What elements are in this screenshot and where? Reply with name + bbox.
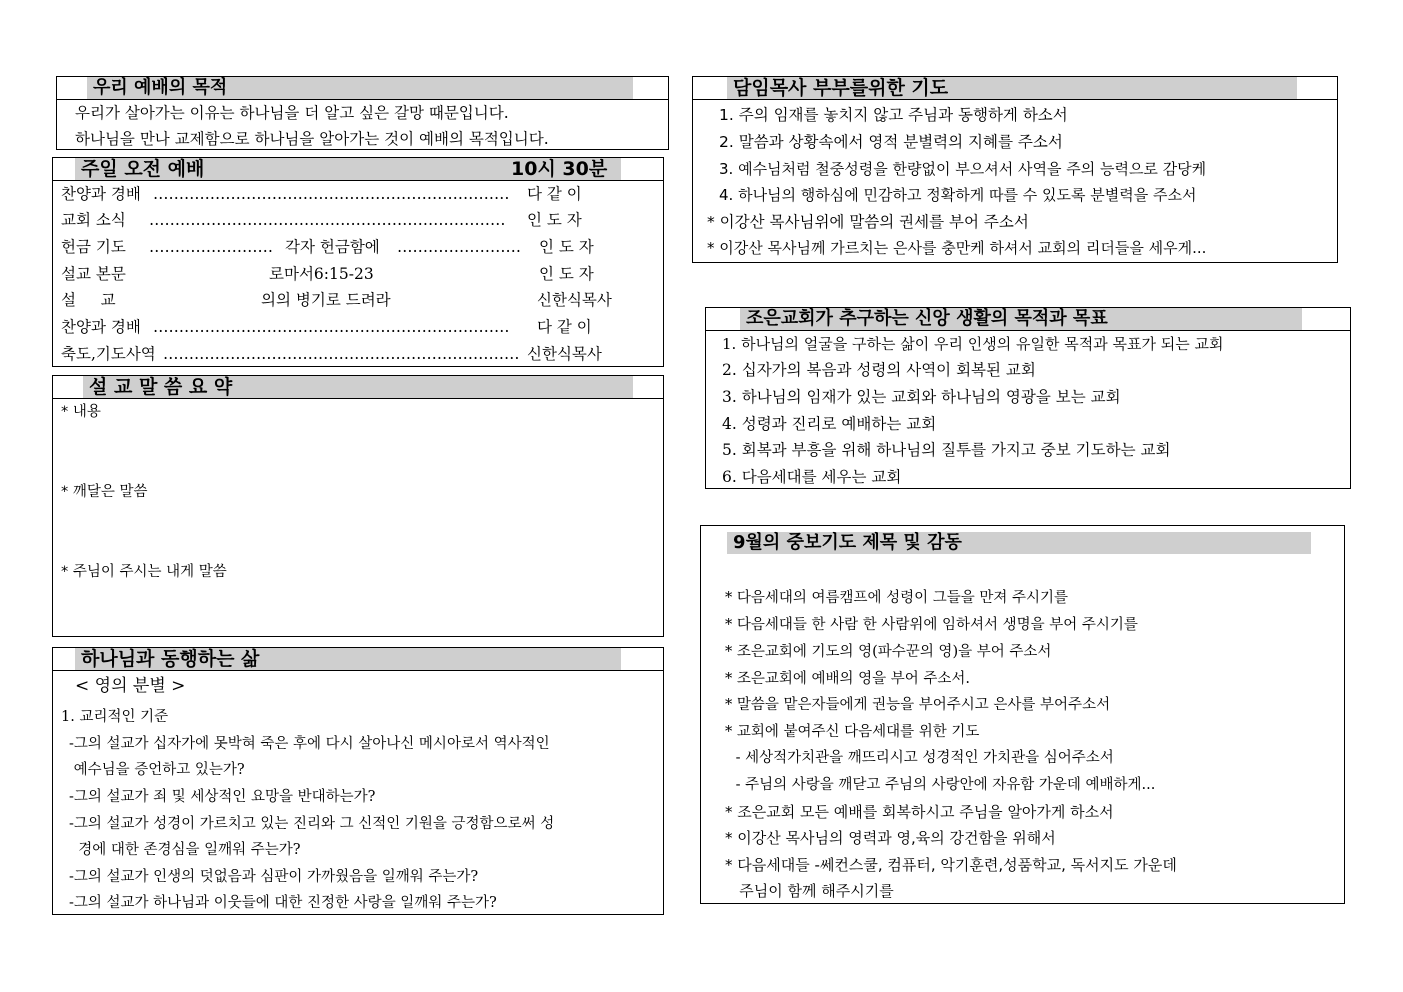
- intercession-line: 주님이 함께 해주시기를: [725, 882, 894, 900]
- walk-line: -그의 설교가 인생의 덧없음과 심판이 가까웠음을 일깨워 주는가?: [69, 869, 479, 885]
- church-goals-line: 2. 십자가의 복음과 성령의 사역이 회복된 교회: [722, 361, 1036, 379]
- summary-item: * 깨달은 말씀: [61, 484, 148, 500]
- walk-line: 경에 대한 존경심을 일깨워 주는가?: [69, 842, 301, 858]
- pastor-prayer-title: 담임목사 부부를위한 기도: [727, 77, 1297, 99]
- pastor-prayer-line: 1. 주의 임재를 놓치지 않고 주님과 동행하게 하소서: [719, 106, 1068, 124]
- service-row-value: 인 도 자: [527, 211, 582, 229]
- purpose-section: [56, 76, 669, 150]
- walk-line: -그의 설교가 십자가에 못박혀 죽은 후에 다시 살아나신 메시아로서 역사적인: [69, 736, 550, 752]
- intercession-line: * 이강산 목사님의 영력과 영,육의 강건함을 위해서: [725, 829, 1056, 847]
- summary-divider: [53, 398, 663, 399]
- service-section: [52, 157, 664, 367]
- service-row-middle: 의의 병기로 드려라: [261, 291, 391, 309]
- service-row-value: 신한식목사: [527, 345, 602, 363]
- intercession-line: * 다음세대들 한 사람 한 사람위에 임하셔서 생명을 부어 주시기를: [725, 617, 1138, 633]
- walk-section: [52, 647, 664, 915]
- service-row-middle: 로마서6:15-23: [269, 265, 374, 283]
- service-row-leader: ……………………………………………………………: [153, 185, 510, 203]
- service-row-value: 인 도 자: [539, 265, 594, 283]
- service-row-label: 찬양과 경배: [61, 185, 141, 203]
- walk-divider: [53, 670, 663, 671]
- service-row-middle: 각자 헌금함에: [285, 238, 380, 256]
- walk-line: -그의 설교가 성경이 가르치고 있는 진리와 그 신적인 기원을 긍정함으로써 성: [69, 816, 555, 832]
- intercession-line: * 조은교회에 기도의 영(파수꾼의 영)을 부어 주소서: [725, 644, 1052, 660]
- intercession-line: * 조은교회에 예배의 영을 부어 주소서.: [725, 671, 971, 687]
- intercession-line: * 교회에 붙여주신 다음세대를 위한 기도: [725, 724, 980, 740]
- church-goals-line: 6. 다음세대를 세우는 교회: [722, 468, 902, 486]
- service-row-value: 다 같 이: [537, 318, 592, 336]
- church-goals-line: 4. 성령과 진리로 예배하는 교회: [722, 415, 937, 433]
- pastor-prayer-line: 4. 하나님의 행하심에 민감하고 정확하게 따를 수 있도록 분별력을 주소서: [719, 186, 1197, 204]
- church-goals-line: 1. 하나님의 얼굴을 구하는 삶이 우리 인생의 유일한 목적과 목표가 되는 교회: [722, 335, 1224, 353]
- pastor-prayer-section: [692, 76, 1338, 263]
- pastor-prayer-line: 2. 말씀과 상황속에서 영적 분별력의 지혜를 주소서: [719, 133, 1063, 151]
- intercession-line: * 다음세대의 여름캠프에 성령이 그들을 만져 주시기를: [725, 590, 1069, 606]
- service-row-label: 축도,기도사역: [61, 345, 156, 363]
- service-row-label: 설 교: [61, 291, 116, 309]
- service-row-value: 다 같 이: [527, 185, 582, 203]
- church-goals-section: [705, 307, 1351, 489]
- service-time: 10시 30분: [511, 158, 608, 180]
- church-goals-title: 조은교회가 추구하는 신앙 생활의 목적과 목표: [740, 308, 1302, 330]
- church-goals-line: 3. 하나님의 임재가 있는 교회와 하나님의 영광을 보는 교회: [722, 388, 1121, 406]
- purpose-divider: [57, 99, 668, 100]
- purpose-line: 우리가 살아가는 이유는 하나님을 더 알고 싶은 갈망 때문입니다.: [75, 104, 509, 122]
- intercession-title: 9월의 중보기도 제목 및 감동: [727, 532, 1311, 554]
- service-row-leader: ……………………………………………………………: [153, 318, 510, 336]
- service-row-value: 인 도 자: [539, 238, 594, 256]
- service-row-leader: ……………………………………………………………: [149, 211, 506, 229]
- service-row-label: 설교 본문: [61, 265, 126, 283]
- summary-item: * 주님이 주시는 내게 말씀: [61, 564, 227, 580]
- service-row-leader: ……………………: [397, 238, 521, 256]
- walk-title: 하나님과 동행하는 삶: [75, 648, 621, 670]
- service-row-leader: ……………………: [149, 238, 273, 256]
- walk-line: -그의 설교가 죄 및 세상적인 요망을 반대하는가?: [69, 789, 376, 805]
- church-goals-divider: [706, 330, 1350, 331]
- walk-line: 예수님을 증언하고 있는가?: [69, 762, 245, 778]
- walk-line: -그의 설교가 하나님과 이웃들에 대한 진정한 사랑을 일깨워 주는가?: [69, 895, 497, 911]
- service-title: 주일 오전 예배: [75, 158, 621, 180]
- intercession-section: [700, 525, 1345, 904]
- service-row-label: 교회 소식: [61, 211, 126, 229]
- pastor-prayer-line: * 이강산 목사님위에 말씀의 권세를 부어 주소서: [707, 213, 1029, 231]
- purpose-title: 우리 예배의 목적: [87, 77, 633, 99]
- intercession-line: - 세상적가치관을 깨뜨리시고 성경적인 가치관을 심어주소서: [731, 750, 1114, 766]
- purpose-line: 하나님을 만나 교제함으로 하나님을 알아가는 것이 예배의 목적입니다.: [75, 130, 549, 148]
- summary-item: * 내용: [61, 404, 101, 420]
- service-divider: [53, 180, 663, 181]
- service-row-label: 찬양과 경배: [61, 318, 141, 336]
- walk-subtitle: < 영의 분별 >: [75, 676, 186, 696]
- church-goals-line: 5. 회복과 부흥을 위해 하나님의 질투를 가지고 중보 기도하는 교회: [722, 441, 1171, 459]
- intercession-line: * 다음세대들 -쎄컨스쿨, 컴퓨터, 악기훈련,성품학교, 독서지도 가운데: [725, 856, 1177, 874]
- intercession-line: * 말씀을 맡은자들에게 권능을 부어주시고 은사를 부어주소서: [725, 697, 1111, 713]
- intercession-line: * 조은교회 모든 예배를 회복하시고 주님을 알아가게 하소서: [725, 803, 1114, 821]
- service-row-label: 헌금 기도: [61, 238, 126, 256]
- service-row-value: 신한식목사: [537, 291, 612, 309]
- pastor-prayer-divider: [693, 99, 1337, 100]
- pastor-prayer-line: * 이강산 목사님께 가르치는 은사를 충만케 하셔서 교회의 리더들을 세우게...: [707, 239, 1207, 257]
- intercession-line: - 주님의 사랑을 깨닫고 주님의 사랑안에 자유함 가운데 예배하게...: [731, 777, 1156, 793]
- summary-title: 설 교 말 씀 요 약: [83, 376, 633, 398]
- summary-section: [52, 375, 664, 637]
- service-row-leader: ……………………………………………………………: [163, 345, 520, 363]
- walk-line: 1. 교리적인 기준: [61, 709, 169, 725]
- pastor-prayer-line: 3. 예수님처럼 철중성령을 한량없이 부으셔서 사역을 주의 능력으로 감당케: [719, 160, 1207, 178]
